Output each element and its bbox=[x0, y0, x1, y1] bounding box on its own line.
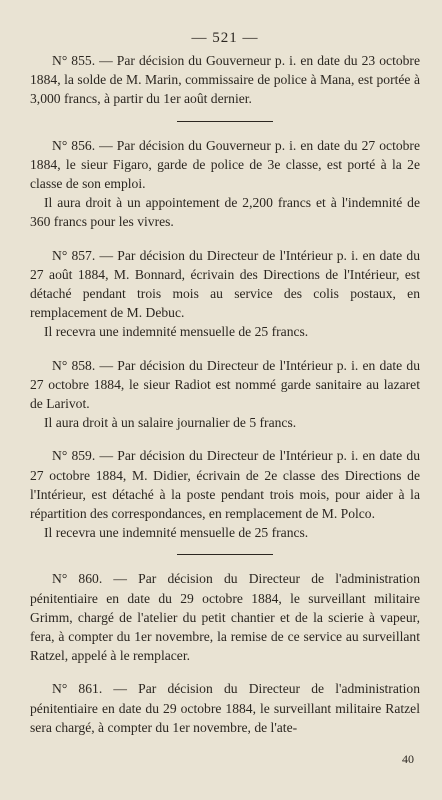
entry-860-text: N° 860. — Par décision du Directeur de l'administration pénitentiaire en date du 29 octobre 1884, le surveillant militaire Grimm, chargé de l'atelier du petit chantier et de la scierie à vapeur, fera, à compter du 1er novembre, la remise de ce service au surveillant Ratzel, appelé à le remplacer. bbox=[30, 571, 420, 664]
entry-857-subtext: Il recevra une indemnité mensuelle de 25 francs. bbox=[44, 324, 309, 340]
entry-855 bbox=[30, 51, 420, 109]
entry-861-text: N° 861. — Par décision du Directeur de l'administration pénitentiaire en date du 29 octobre 1884, le surveillant militaire Ratzel sera chargé, à compter du 1er novembre, de l'ate- bbox=[30, 681, 420, 735]
entry-857-text: N° 857. — Par décision du Directeur de l'Intérieur p. i. en date du 27 août 1884, M. Bonnard, écrivain des Directions de l'Intérieur, est détaché pendant trois mois au service des colis postaux, en remplacement de M. Debuc. bbox=[30, 247, 420, 321]
entry-861 bbox=[30, 679, 420, 737]
spacer bbox=[30, 232, 420, 246]
entry-859-subtext: Il recevra une indemnité mensuelle de 25 francs. bbox=[44, 525, 309, 541]
entry-858-subtext: Il aura droit à un salaire journalier de 5 francs. bbox=[44, 415, 297, 431]
section-rule bbox=[177, 554, 273, 555]
spacer bbox=[30, 342, 420, 356]
entry-858 bbox=[30, 356, 420, 433]
entry-856-text: N° 856. — Par décision du Gouverneur p. i. en date du 27 octobre 1884, le sieur Figaro, garde de police de 3e classe, est porté à la 2e classe de son emploi. bbox=[30, 137, 420, 192]
spacer bbox=[30, 432, 420, 446]
entry-859 bbox=[30, 446, 420, 542]
entry-855-text: N° 855. — Par décision du Gouverneur p. i. en date du 23 octobre 1884, la solde de M. Marin, commissaire de police à Mana, est portée à 3,000 francs, à partir du 1er août dernier. bbox=[30, 53, 420, 107]
folio-number: 40 bbox=[402, 752, 414, 766]
entry-856-subtext: Il aura droit à un appointement de 2,200 francs et à l'indemnité de 360 francs pour les vivres. bbox=[30, 195, 420, 230]
entry-860 bbox=[30, 569, 420, 665]
entry-856 bbox=[30, 136, 420, 232]
section-rule bbox=[177, 121, 273, 122]
spacer bbox=[30, 665, 420, 679]
page-number: — 521 — bbox=[191, 30, 259, 46]
entry-858-text: N° 858. — Par décision du Directeur de l'Intérieur p. i. en date du 27 octobre 1884, le sieur Radiot est nommé garde sanitaire au lazaret de Larivot. bbox=[30, 357, 420, 412]
entry-859-text: N° 859. — Par décision du Directeur de l'Intérieur p. i. en date du 27 octobre 1884, M. Didier, écrivain de 2e classe des Directions de l'Intérieur, est détaché à la poste pendant trois mois, pour aider à la répartition des correspondances, en remplacement de M. Polco. bbox=[30, 448, 420, 522]
entry-857 bbox=[30, 246, 420, 342]
